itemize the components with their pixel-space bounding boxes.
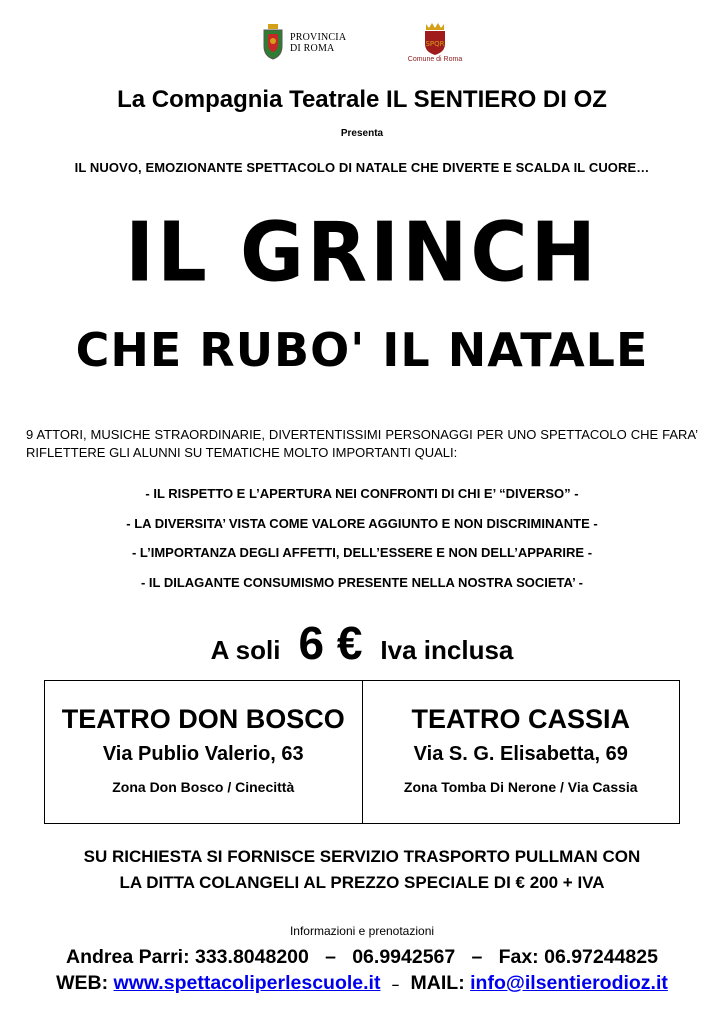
venue-cell [45,681,362,823]
comune-label: Comune di Roma [407,56,463,63]
provincia-line2: DI ROMA [290,43,335,54]
shield-icon [262,24,284,60]
pullman-line1: SU RICHIESTA SI FORNISCE SERVIZIO TRASPORTO PULLMAN CON [83,847,641,866]
venue-address: Via S. G. Elisabetta, 69 [413,743,628,765]
topic-item: - IL DILAGANTE CONSUMISMO PRESENTE NELLA NOSTRA SOCIETA’ - [140,574,584,590]
provincia-line1: PROVINCIA [290,32,347,43]
info-label: Informazioni e prenotazioni [289,924,435,938]
company-name: La Compagnia Teatrale IL SENTIERO DI OZ [117,86,607,113]
web-link[interactable]: www.spettacoliperlescuole.it [113,972,381,994]
show-title-line2: CHE RUBO' IL NATALE [75,323,649,377]
topic-item: - L’IMPORTANZA DEGLI AFFETTI, DELL’ESSERE E NON DELL’APPARIRE - [131,545,593,560]
venue-zone: Zona Tomba Di Nerone / Via Cassia [403,779,638,795]
venues-table [44,680,680,824]
pullman-line2: LA DITTA COLANGELI AL PREZZO SPECIALE DI € 200 + IVA [119,873,605,892]
venue-cell [362,681,680,823]
topic-item: - LA DIVERSITA’ VISTA COME VALORE AGGIUNTO E NON DISCRIMINANTE - [126,515,598,531]
comune-logo [398,22,472,68]
price-amount: 6 € [298,617,363,669]
svg-text:SPQR: SPQR [425,40,445,48]
provincia-logo [258,22,368,68]
price-line [0,616,724,670]
web-label: WEB: [56,972,109,994]
mail-link[interactable]: info@ilsentierodioz.it [470,972,668,994]
intro-paragraph: 9 ATTORI, MUSICHE STRAORDINARIE, DIVERTENTISSIMI PERSONAGGI PER UNO SPETTACOLO CHE FARA’ RIFLETTERE GLI ALUNNI SU TEMATICHE MOLTO IMPORTANTI QUALI: [26,427,698,460]
topics-list [0,484,724,602]
separator: – [391,977,400,992]
phone-line: Andrea Parri: 333.8048200 – 06.9942567 – Fax: 06.97244825 [66,946,658,968]
venue-name: TEATRO CASSIA [411,704,630,734]
show-title: IL GRINCH [125,205,599,301]
contacts-block [0,944,724,998]
venue-zone: Zona Don Bosco / Cinecittà [112,779,295,795]
price-suffix: Iva inclusa [380,635,514,665]
show-subtitle: IL NUOVO, EMOZIONANTE SPETTACOLO DI NATALE CHE DIVERTE E SCALDA IL CUORE… [74,160,650,175]
pullman-notice [0,844,724,896]
topic-item: - IL RISPETTO E L’APERTURA NEI CONFRONTI DI CHI E’ “DIVERSO” - [145,486,579,501]
venue-address: Via Publio Valerio, 63 [102,743,304,765]
header-logos [258,22,472,70]
web-mail-line [0,970,724,998]
price-prefix: A soli [210,635,281,665]
presenta-label: Presenta [340,128,384,139]
mail-label: MAIL: [410,972,465,994]
provincia-text [290,32,346,54]
crest-icon [421,22,449,56]
venue-name: TEATRO DON BOSCO [61,704,345,734]
